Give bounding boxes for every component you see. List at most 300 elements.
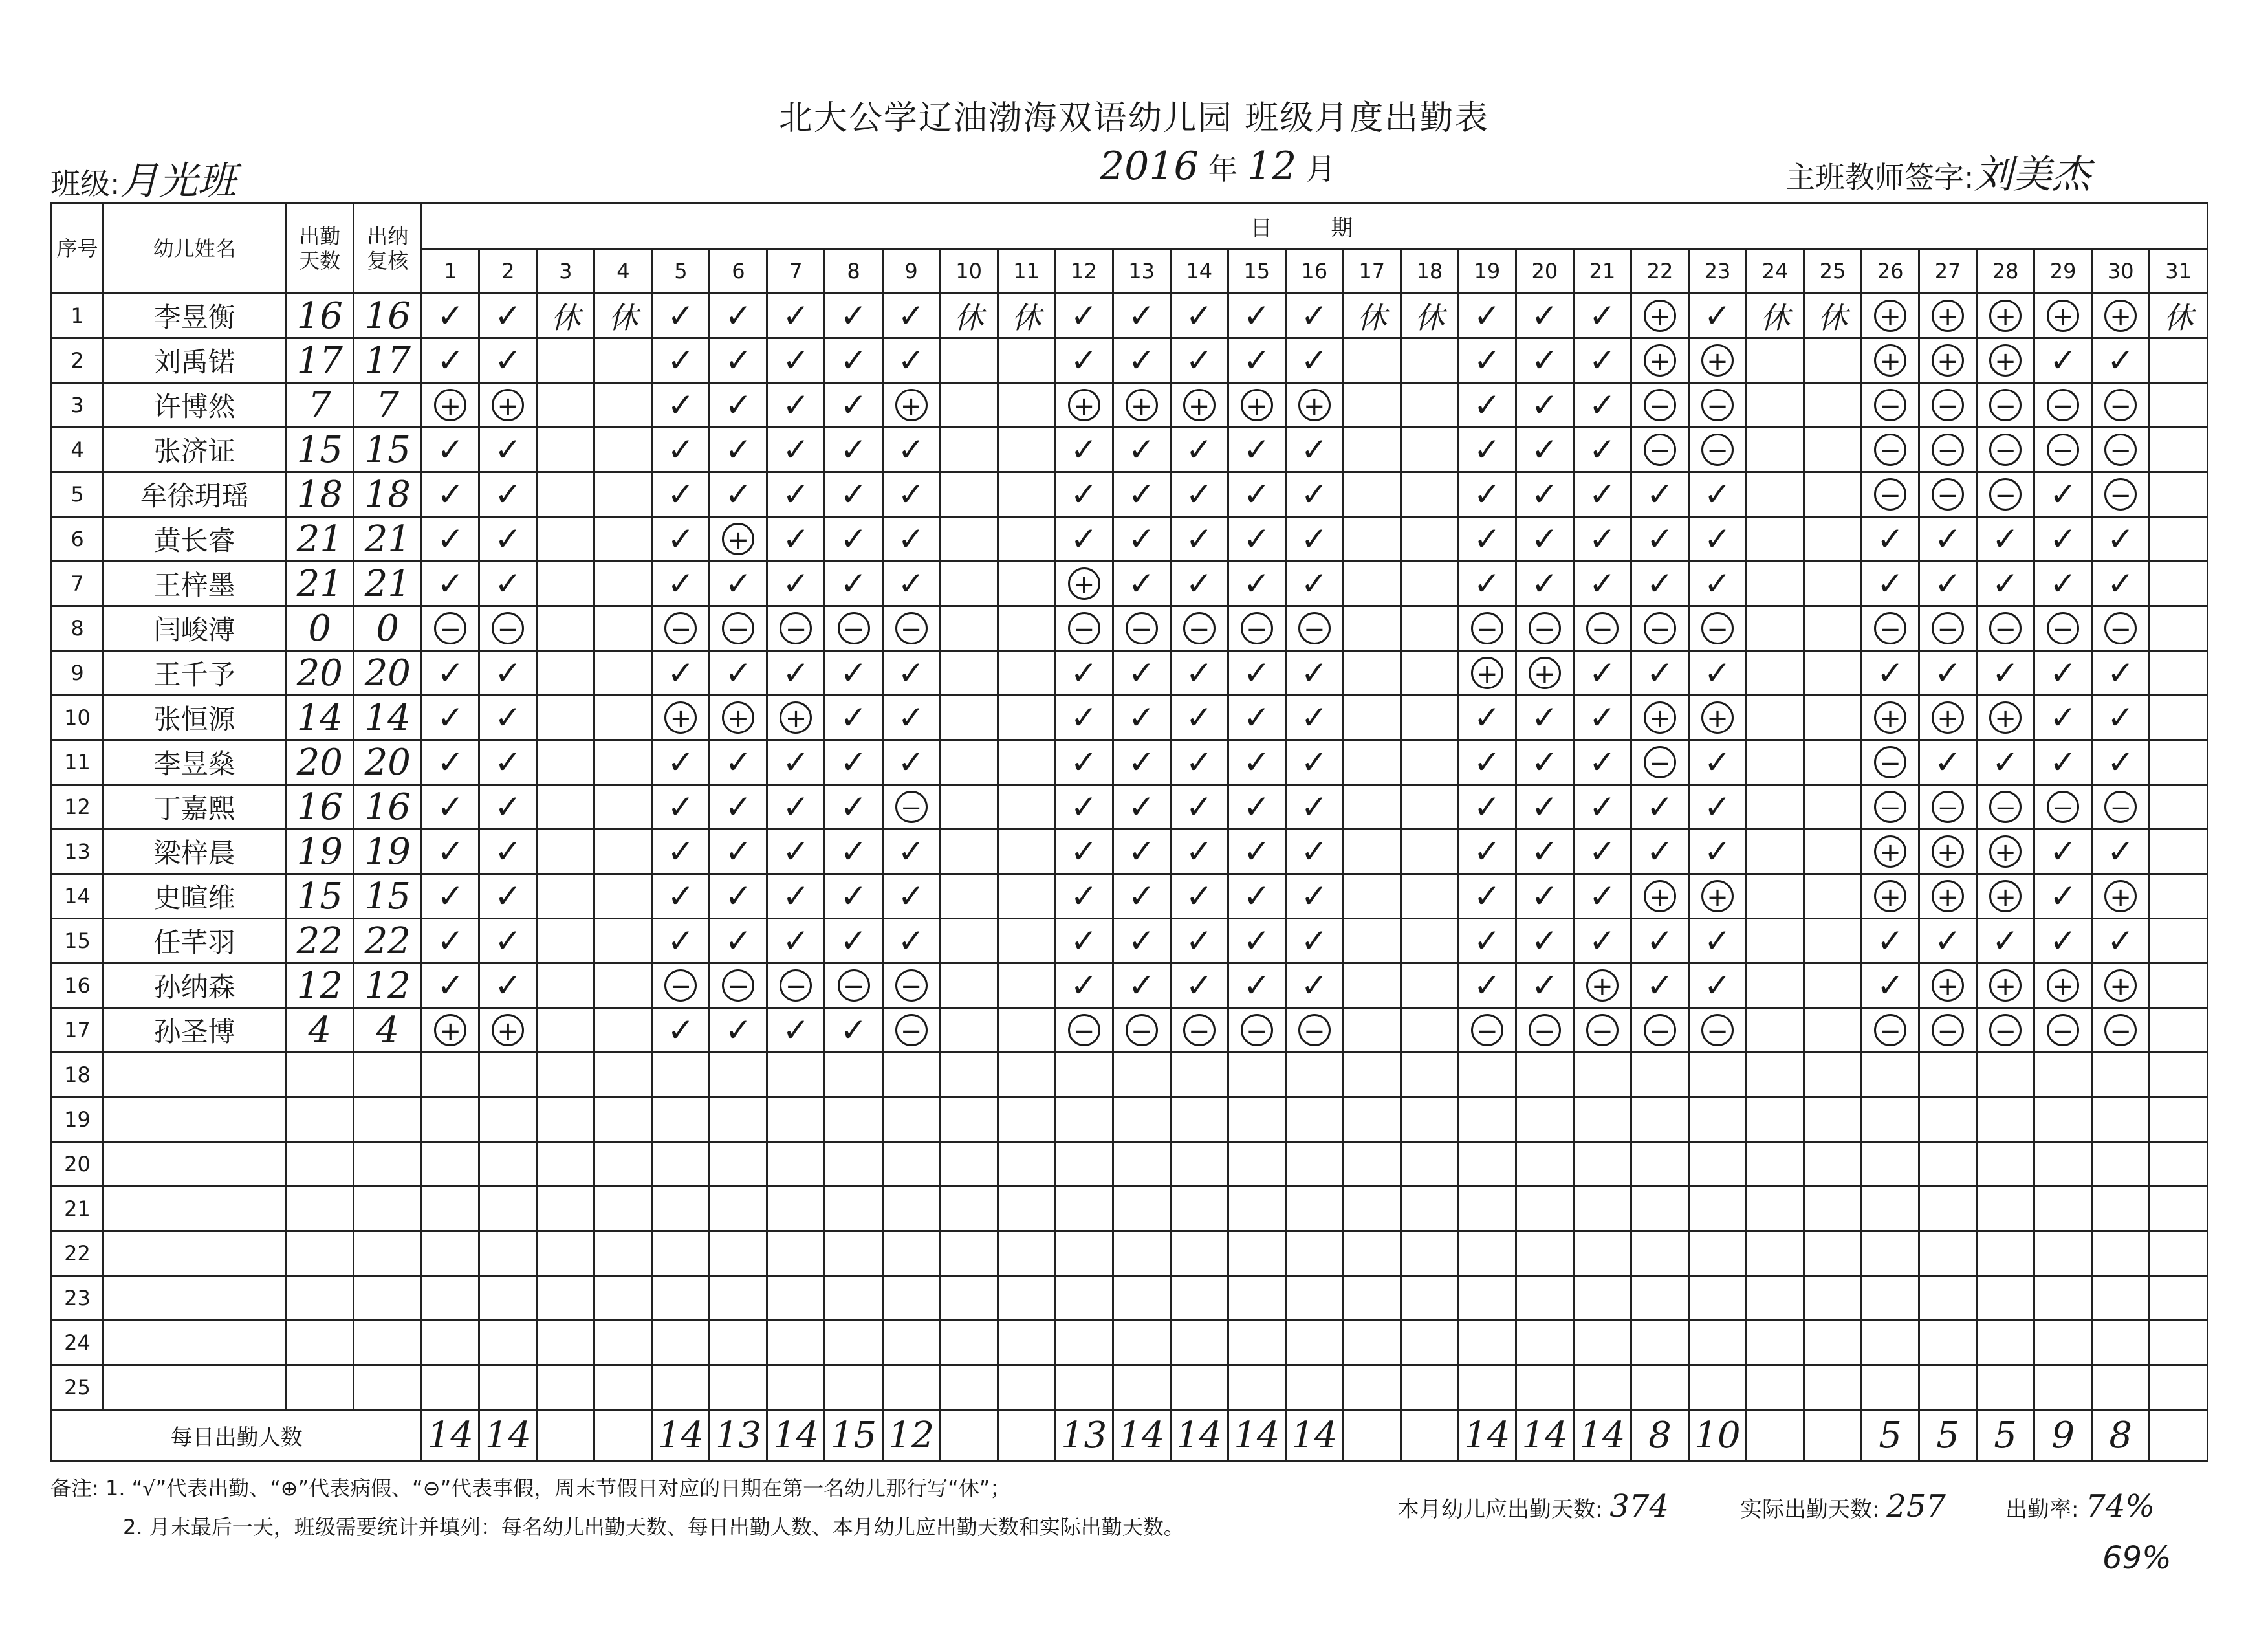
sick-leave-icon: +: [1068, 389, 1100, 421]
attendance-mark: [1113, 1053, 1170, 1097]
attendance-mark: [479, 1008, 537, 1053]
attendance-mark: [940, 874, 998, 919]
attendance-mark: [2092, 472, 2150, 517]
daily-count: [1804, 1410, 1862, 1462]
attendance-mark: [1055, 294, 1113, 338]
attendance-mark: [2150, 1142, 2208, 1187]
attendance-mark: [2150, 1053, 2208, 1097]
class-value: 月光班: [120, 159, 237, 204]
attendance-mark: [1746, 606, 1804, 651]
attendance-mark: [537, 338, 594, 383]
personal-leave-icon: −: [838, 612, 870, 644]
attendance-mark: [825, 472, 882, 517]
attendance-mark: [1113, 1321, 1170, 1365]
personal-leave-icon: −: [1989, 791, 2022, 823]
attendance-mark: [1804, 1008, 1862, 1053]
day-number: 27: [1919, 249, 1977, 294]
present-check-icon: ✓: [1646, 565, 1674, 602]
present-check-icon: ✓: [1473, 922, 1501, 960]
attendance-mark: [767, 1365, 825, 1410]
attendance-mark: [1170, 1053, 1228, 1097]
personal-leave-icon: −: [1874, 478, 1906, 511]
present-check-icon: ✓: [840, 654, 867, 692]
attendance-mark: [594, 294, 652, 338]
teacher-label: 主班教师签字:: [1785, 160, 1974, 195]
attendance-mark: [2092, 1187, 2150, 1231]
attendance-mark: [1343, 606, 1401, 651]
attendance-days: [286, 1142, 354, 1187]
present-check-icon: ✓: [667, 1011, 695, 1049]
present-check-icon: ✓: [1243, 877, 1270, 915]
attendance-mark: [1228, 338, 1285, 383]
present-check-icon: ✓: [1300, 654, 1328, 692]
row-index: 4: [52, 428, 104, 472]
attendance-mark: [1688, 785, 1746, 830]
present-check-icon: ✓: [1128, 654, 1155, 692]
present-check-icon: ✓: [667, 654, 695, 692]
attendance-mark: [1228, 740, 1285, 785]
attendance-mark: [2092, 830, 2150, 874]
attendance-mark: [1516, 740, 1573, 785]
present-check-icon: ✓: [1531, 967, 1558, 1004]
present-check-icon: ✓: [1243, 520, 1270, 558]
attendance-mark: [825, 696, 882, 740]
attendance-mark: [1804, 1276, 1862, 1321]
personal-leave-icon: −: [1529, 612, 1561, 644]
attendance-mark: [1804, 517, 1862, 562]
attendance-mark: [537, 830, 594, 874]
present-check-icon: ✓: [1588, 520, 1616, 558]
personal-leave-icon: −: [2104, 389, 2137, 421]
review-days: 22: [354, 919, 422, 963]
sick-leave-icon: +: [1874, 701, 1906, 734]
day-number: 30: [2092, 249, 2150, 294]
present-check-icon: ✓: [1646, 476, 1674, 513]
attendance-mark: [2034, 338, 2092, 383]
attendance-mark: [1458, 338, 1516, 383]
attendance-days: [286, 1276, 354, 1321]
attendance-mark: [825, 830, 882, 874]
present-check-icon: ✓: [1588, 654, 1616, 692]
attendance-mark: [1401, 1231, 1458, 1276]
present-check-icon: ✓: [1300, 833, 1328, 870]
present-check-icon: ✓: [667, 431, 695, 468]
attendance-mark: [1458, 785, 1516, 830]
attendance-mark: [1401, 1142, 1458, 1187]
attendance-mark: [2034, 428, 2092, 472]
attendance-mark: [652, 919, 710, 963]
attendance-mark: [537, 1097, 594, 1142]
attendance-mark: [882, 428, 940, 472]
attendance-mark: [1228, 1187, 1285, 1231]
attendance-mark: [594, 383, 652, 428]
attendance-mark: [1516, 1142, 1573, 1187]
attendance-mark: [1401, 338, 1458, 383]
attendance-mark: [1516, 338, 1573, 383]
attendance-mark: [652, 963, 710, 1008]
attendance-mark: [1113, 919, 1170, 963]
present-check-icon: ✓: [437, 922, 464, 960]
attendance-mark: [1055, 1365, 1113, 1410]
attendance-mark: [2150, 472, 2208, 517]
attendance-mark: [594, 472, 652, 517]
present-check-icon: ✓: [2049, 922, 2077, 960]
attendance-days: [286, 1097, 354, 1142]
present-check-icon: ✓: [1877, 922, 1904, 960]
attendance-mark: [1343, 696, 1401, 740]
present-check-icon: ✓: [725, 654, 752, 692]
day-number: 29: [2034, 249, 2092, 294]
attendance-mark: [940, 740, 998, 785]
header-dates: 日 期: [422, 203, 2208, 249]
daily-count: 15: [825, 1410, 882, 1462]
present-check-icon: ✓: [897, 654, 925, 692]
present-check-icon: ✓: [437, 476, 464, 513]
attendance-mark: [537, 428, 594, 472]
attendance-mark: [652, 562, 710, 606]
attendance-mark: [710, 1053, 767, 1097]
attendance-mark: [1919, 1053, 1977, 1097]
row-index: 6: [52, 517, 104, 562]
sick-leave-icon: +: [1471, 657, 1503, 689]
attendance-mark: [652, 1097, 710, 1142]
attendance-mark: [882, 294, 940, 338]
attendance-mark: [940, 338, 998, 383]
personal-leave-icon: −: [1529, 1014, 1561, 1046]
sick-leave-icon: +: [1701, 701, 1734, 734]
attendance-mark: [998, 294, 1055, 338]
attendance-mark: [1919, 830, 1977, 874]
child-name: [104, 1321, 286, 1365]
attendance-mark: [1631, 606, 1688, 651]
attendance-mark: [537, 919, 594, 963]
attendance-mark: [1573, 874, 1631, 919]
attendance-mark: [479, 1187, 537, 1231]
present-check-icon: ✓: [1185, 922, 1213, 960]
attendance-mark: [998, 830, 1055, 874]
attendance-mark: [2034, 1365, 2092, 1410]
sick-leave-icon: +: [1989, 701, 2022, 734]
attendance-mark: [422, 1321, 479, 1365]
attendance-mark: [767, 696, 825, 740]
attendance-mark: [652, 472, 710, 517]
attendance-mark: [825, 740, 882, 785]
attendance-mark: [940, 517, 998, 562]
table-row: [52, 1053, 2208, 1097]
present-check-icon: ✓: [782, 297, 810, 335]
attendance-mark: [594, 1142, 652, 1187]
attendance-mark: [594, 785, 652, 830]
daily-count: 14: [479, 1410, 537, 1462]
attendance-mark: [767, 1008, 825, 1053]
attendance-mark: [1285, 1008, 1343, 1053]
attendance-mark: [1804, 472, 1862, 517]
present-check-icon: ✓: [494, 877, 522, 915]
personal-leave-icon: −: [2047, 612, 2079, 644]
present-check-icon: ✓: [1473, 743, 1501, 781]
attendance-mark: [1516, 472, 1573, 517]
attendance-mark: [1977, 517, 2034, 562]
present-check-icon: ✓: [1185, 743, 1213, 781]
attendance-mark: [537, 651, 594, 696]
attendance-mark: [1170, 1365, 1228, 1410]
attendance-mark: [1746, 1008, 1804, 1053]
attendance-mark: [710, 1187, 767, 1231]
attendance-mark: [2092, 1008, 2150, 1053]
attendance-mark: [940, 1008, 998, 1053]
attendance-mark: [1688, 1365, 1746, 1410]
attendance-mark: [1746, 562, 1804, 606]
attendance-mark: [1919, 562, 1977, 606]
personal-leave-icon: −: [1586, 1014, 1619, 1046]
attendance-mark: [882, 874, 940, 919]
attendance-days: 17: [286, 338, 354, 383]
attendance-mark: [1573, 919, 1631, 963]
attendance-mark: [652, 1321, 710, 1365]
present-check-icon: ✓: [1531, 877, 1558, 915]
child-name: [104, 1187, 286, 1231]
attendance-mark: [422, 428, 479, 472]
attendance-mark: [1516, 562, 1573, 606]
attendance-mark: [1919, 606, 1977, 651]
attendance-mark: [1170, 963, 1228, 1008]
day-number: 25: [1804, 249, 1862, 294]
attendance-mark: [1516, 1187, 1573, 1231]
attendance-mark: [825, 1097, 882, 1142]
attendance-mark: [940, 919, 998, 963]
attendance-mark: [710, 1365, 767, 1410]
attendance-mark: [1055, 606, 1113, 651]
attendance-mark: [479, 562, 537, 606]
attendance-mark: [422, 1187, 479, 1231]
sick-leave-icon: +: [1874, 880, 1906, 912]
attendance-mark: [825, 383, 882, 428]
present-check-icon: ✓: [494, 833, 522, 870]
attendance-mark: [882, 740, 940, 785]
attendance-mark: [594, 1276, 652, 1321]
attendance-mark: [1285, 1321, 1343, 1365]
attendance-mark: [940, 472, 998, 517]
attendance-days: 0: [286, 606, 354, 651]
attendance-mark: [1862, 785, 1919, 830]
present-check-icon: ✓: [782, 386, 810, 424]
attendance-mark: [940, 1321, 998, 1365]
review-days: 7: [354, 383, 422, 428]
attendance-mark: [1401, 830, 1458, 874]
present-check-icon: ✓: [840, 386, 867, 424]
present-check-icon: ✓: [1128, 699, 1155, 736]
review-days: 20: [354, 651, 422, 696]
sick-leave-icon: +: [434, 389, 466, 421]
attendance-days: 12: [286, 963, 354, 1008]
attendance-mark: [594, 1053, 652, 1097]
attendance-mark: [882, 785, 940, 830]
present-check-icon: ✓: [1243, 654, 1270, 692]
present-check-icon: ✓: [1128, 967, 1155, 1004]
attendance-mark: [1516, 1276, 1573, 1321]
child-name: [104, 1053, 286, 1097]
attendance-mark: [1458, 1231, 1516, 1276]
attendance-mark: [537, 963, 594, 1008]
row-index: 1: [52, 294, 104, 338]
review-days: 18: [354, 472, 422, 517]
attendance-mark: [537, 740, 594, 785]
review-days: [354, 1187, 422, 1231]
personal-leave-icon: −: [1932, 612, 1964, 644]
attendance-mark: [1688, 562, 1746, 606]
attendance-mark: [652, 606, 710, 651]
review-days: 0: [354, 606, 422, 651]
attendance-table: [50, 202, 2208, 1462]
present-check-icon: ✓: [667, 922, 695, 960]
attendance-mark: [2150, 651, 2208, 696]
daily-count: 14: [1573, 1410, 1631, 1462]
attendance-mark: [710, 830, 767, 874]
attendance-mark: [1343, 1187, 1401, 1231]
attendance-mark: [537, 472, 594, 517]
present-check-icon: ✓: [1070, 476, 1098, 513]
attendance-mark: [1516, 696, 1573, 740]
day-number: 7: [767, 249, 825, 294]
attendance-mark: [2150, 383, 2208, 428]
present-check-icon: ✓: [840, 743, 867, 781]
day-number: 5: [652, 249, 710, 294]
present-check-icon: ✓: [437, 565, 464, 602]
attendance-mark: [1458, 1008, 1516, 1053]
attendance-mark: [1688, 1053, 1746, 1097]
attendance-mark: [1688, 383, 1746, 428]
attendance-mark: [1401, 963, 1458, 1008]
attendance-mark: [479, 874, 537, 919]
attendance-mark: [1977, 562, 2034, 606]
present-check-icon: ✓: [1243, 967, 1270, 1004]
present-check-icon: ✓: [1128, 342, 1155, 379]
attendance-mark: [1631, 1187, 1688, 1231]
attendance-mark: [882, 517, 940, 562]
sick-leave-icon: +: [2047, 969, 2079, 1002]
daily-count: [1343, 1410, 1401, 1462]
row-index: 8: [52, 606, 104, 651]
attendance-mark: [882, 1142, 940, 1187]
row-index: 20: [52, 1142, 104, 1187]
attendance-days: [286, 1187, 354, 1231]
review-days: 15: [354, 428, 422, 472]
review-days: [354, 1142, 422, 1187]
sick-leave-icon: +: [1874, 300, 1906, 332]
attendance-mark: [2092, 919, 2150, 963]
attendance-mark: [998, 383, 1055, 428]
attendance-mark: [537, 1321, 594, 1365]
attendance-mark: [1804, 294, 1862, 338]
sick-leave-icon: +: [895, 389, 928, 421]
attendance-days: 22: [286, 919, 354, 963]
day-number: 12: [1055, 249, 1113, 294]
present-check-icon: ✓: [437, 342, 464, 379]
present-check-icon: ✓: [782, 877, 810, 915]
attendance-mark: [1746, 428, 1804, 472]
sick-leave-icon: +: [664, 701, 697, 734]
header-review-line2: 复核: [367, 248, 409, 273]
sick-leave-icon: +: [1989, 880, 2022, 912]
present-check-icon: ✓: [1588, 922, 1616, 960]
attendance-mark: [940, 696, 998, 740]
sick-leave-icon: +: [1932, 344, 1964, 377]
present-check-icon: ✓: [1070, 967, 1098, 1004]
attendance-mark: [1688, 294, 1746, 338]
attendance-mark: [710, 606, 767, 651]
attendance-mark: [940, 562, 998, 606]
attendance-mark: [1516, 606, 1573, 651]
present-check-icon: ✓: [1934, 743, 1962, 781]
day-number: 28: [1977, 249, 2034, 294]
attendance-mark: [594, 830, 652, 874]
attendance-mark: [479, 1276, 537, 1321]
present-check-icon: ✓: [2107, 654, 2135, 692]
attendance-mark: [1919, 294, 1977, 338]
present-check-icon: ✓: [2107, 699, 2135, 736]
header-review-line1: 出纳: [367, 223, 409, 248]
attendance-mark: [1228, 1276, 1285, 1321]
attendance-mark: [479, 1142, 537, 1187]
attendance-mark: [2150, 830, 2208, 874]
daily-count: 8: [1631, 1410, 1688, 1462]
class-label: 班级:: [50, 166, 120, 201]
present-check-icon: ✓: [840, 297, 867, 335]
present-check-icon: ✓: [1300, 699, 1328, 736]
present-check-icon: ✓: [1070, 877, 1098, 915]
daily-count: 14: [1285, 1410, 1343, 1462]
attendance-mark: [710, 1142, 767, 1187]
child-name: 孙纳森: [104, 963, 286, 1008]
attendance-mark: [479, 428, 537, 472]
attendance-rate-value: 74%: [2086, 1488, 2155, 1524]
attendance-mark: [1573, 785, 1631, 830]
attendance-mark: [537, 383, 594, 428]
attendance-mark: [1228, 294, 1285, 338]
attendance-mark: [1055, 651, 1113, 696]
child-name: 张恒源: [104, 696, 286, 740]
attendance-mark: [422, 517, 479, 562]
attendance-mark: [825, 517, 882, 562]
attendance-mark: [1055, 562, 1113, 606]
attendance-mark: [1458, 1187, 1516, 1231]
present-check-icon: ✓: [667, 743, 695, 781]
attendance-mark: [767, 383, 825, 428]
attendance-days: 21: [286, 562, 354, 606]
present-check-icon: ✓: [1588, 699, 1616, 736]
attendance-mark: [479, 963, 537, 1008]
attendance-mark: [1458, 919, 1516, 963]
attendance-mark: [1458, 830, 1516, 874]
attendance-mark: [1113, 1231, 1170, 1276]
present-check-icon: ✓: [494, 520, 522, 558]
attendance-mark: [1228, 1053, 1285, 1097]
attendance-days: 21: [286, 517, 354, 562]
attendance-mark: [1055, 1276, 1113, 1321]
attendance-mark: [1228, 562, 1285, 606]
present-check-icon: ✓: [1877, 967, 1904, 1004]
present-check-icon: ✓: [1128, 520, 1155, 558]
row-index: 23: [52, 1276, 104, 1321]
row-index: 19: [52, 1097, 104, 1142]
attendance-mark: [1862, 338, 1919, 383]
present-check-icon: ✓: [782, 788, 810, 826]
attendance-mark: [1977, 338, 2034, 383]
sick-leave-icon: +: [2104, 969, 2137, 1002]
present-check-icon: ✓: [725, 297, 752, 335]
daily-count: [537, 1410, 594, 1462]
attendance-mark: [825, 1231, 882, 1276]
